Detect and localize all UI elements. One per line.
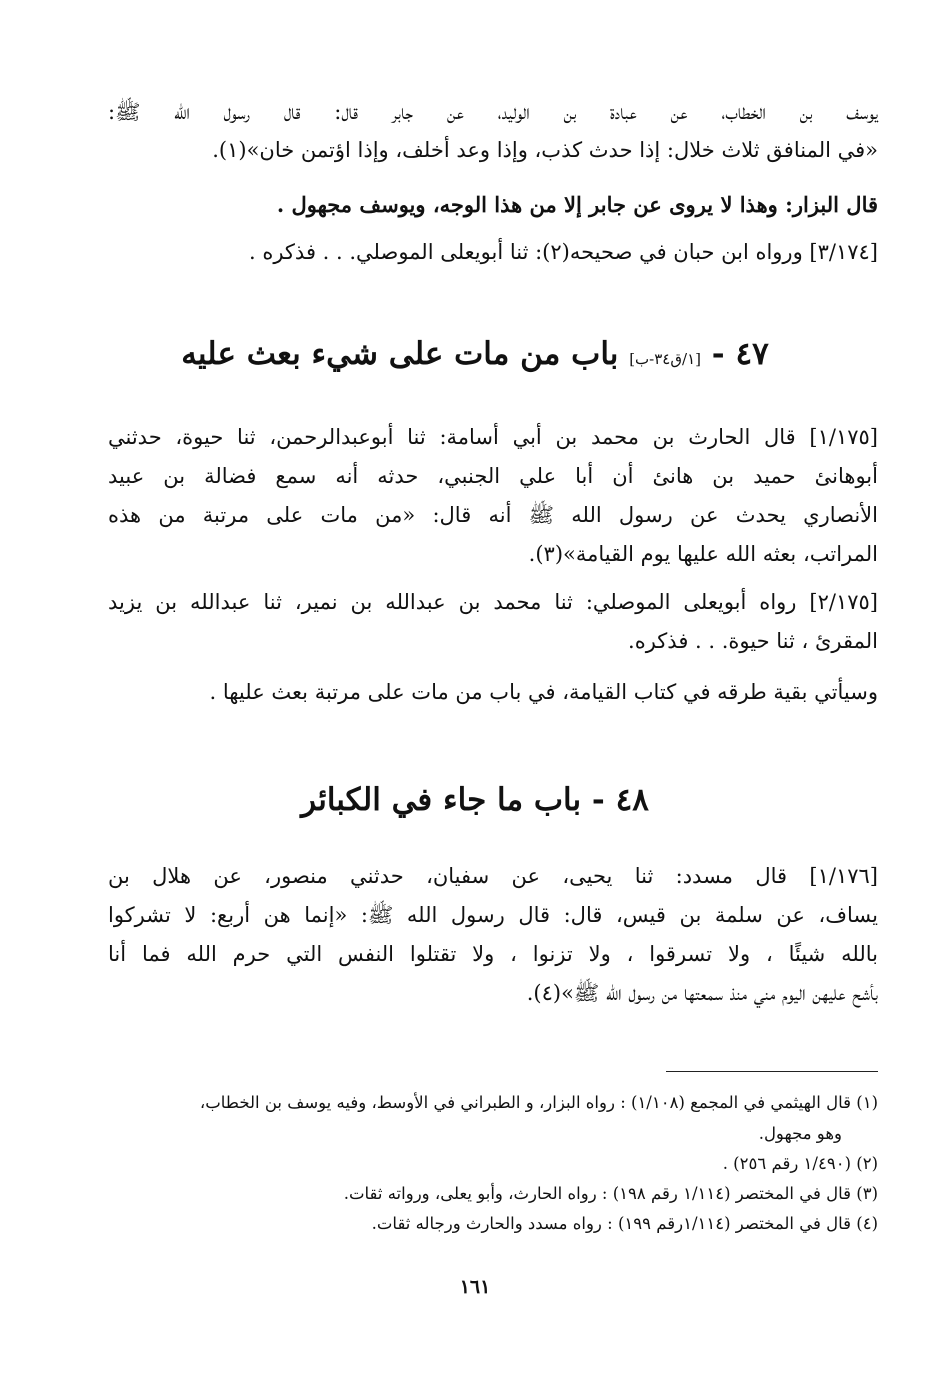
- footnote: (٣) قال في المختصر (١/١١٤ رقم ١٩٨) : رواه الحارث، وأبو يعلى، ورواته ثقات.: [343, 1184, 878, 1203]
- page-number: ١٦١: [459, 1276, 491, 1298]
- text-line: يساف، عن سلمة بن قيس، قال: قال رسول الله ﷺ: «إنما هن أربع: لا تشركوا: [108, 903, 878, 927]
- footnote: وهو مجهول.: [758, 1124, 842, 1143]
- text-line: [١/١٧٦] قال مسدد: ثنا يحيى، عن سفيان، حدثني منصور، عن هلال بن: [108, 864, 878, 888]
- section-number: ٤٨ -: [591, 782, 649, 818]
- text-line: [١/١٧٥] قال الحارث بن محمد بن أبي أسامة: ثنا أبوعبدالرحمن، ثنا حيوة، حدثني: [108, 425, 878, 449]
- section-heading-47: [0, 336, 950, 372]
- footnote-separator: [666, 1071, 878, 1072]
- footnote: (٢) (١/٤٩٠ رقم ٢٥٦) .: [722, 1154, 878, 1173]
- section-title: باب من مات على شيء بعث عليه: [181, 336, 619, 372]
- text-line: «في المنافق ثلاث خلال: إذا حدث كذب، وإذا وعد أخلف، وإذا اؤتمن خان»(١).: [212, 138, 878, 162]
- footnote: (٤) قال في المختصر (١/١١٤رقم ١٩٩) : رواه مسدد والحارث ورجاله ثقات.: [371, 1214, 878, 1233]
- footnote: (١) قال الهيثمي في المجمع (١/١٠٨) : رواه البزار، و الطبراني في الأوسط، وفيه يوسف بن الخطاب،: [199, 1093, 878, 1112]
- text-line: الأنصاري يحدث عن رسول الله ﷺ أنه قال: «من مات على مرتبة من هذه: [108, 503, 878, 527]
- section-number: ٤٧ -: [711, 336, 769, 372]
- text-line: المراتب، بعثه الله عليها يوم القيامة»(٣).: [528, 542, 878, 566]
- text-line: قال البزار: وهذا لا يروى عن جابر إلا من هذا الوجه، ويوسف مجهول .: [276, 192, 878, 217]
- manuscript-page-ref: [١/ق٣٤-ب]: [629, 350, 701, 368]
- text-line: يوسف بن الخطاب، عن عبادة بن الوليد، عن جابر قال: قال رسول الله ﷺ:: [108, 100, 878, 124]
- text-line: [٢/١٧٥] رواه أبويعلى الموصلي: ثنا محمد بن عبدالله بن نمير، ثنا عبدالله بن يزيد: [108, 590, 878, 614]
- text-line: وسيأتي بقية طرقه في كتاب القيامة، في باب من مات على مرتبة بعث عليها .: [209, 680, 878, 704]
- section-heading-48: [0, 782, 950, 818]
- text-line: بالله شيئًا ، ولا تسرقوا ، ولا تزنوا ، ولا تقتلوا النفس التي حرم الله فما أنا: [108, 942, 878, 966]
- section-title: باب ما جاء في الكبائر: [301, 782, 582, 818]
- text-line: المقرئ ، ثنا حيوة. . . فذكره.: [628, 629, 878, 653]
- text-line: أبوهانئ حميد بن هانئ أن أبا علي الجنبي، حدثه أنه سمع فضالة بن عبيد: [108, 464, 878, 488]
- text-line: بأشح عليهن اليوم مني منذ سمعتها من رسول الله ﷺ»(٤).: [526, 981, 878, 1005]
- text-line: [٣/١٧٤] ورواه ابن حبان في صحيحه(٢): ثنا أبويعلى الموصلي. . . فذكره .: [248, 240, 878, 264]
